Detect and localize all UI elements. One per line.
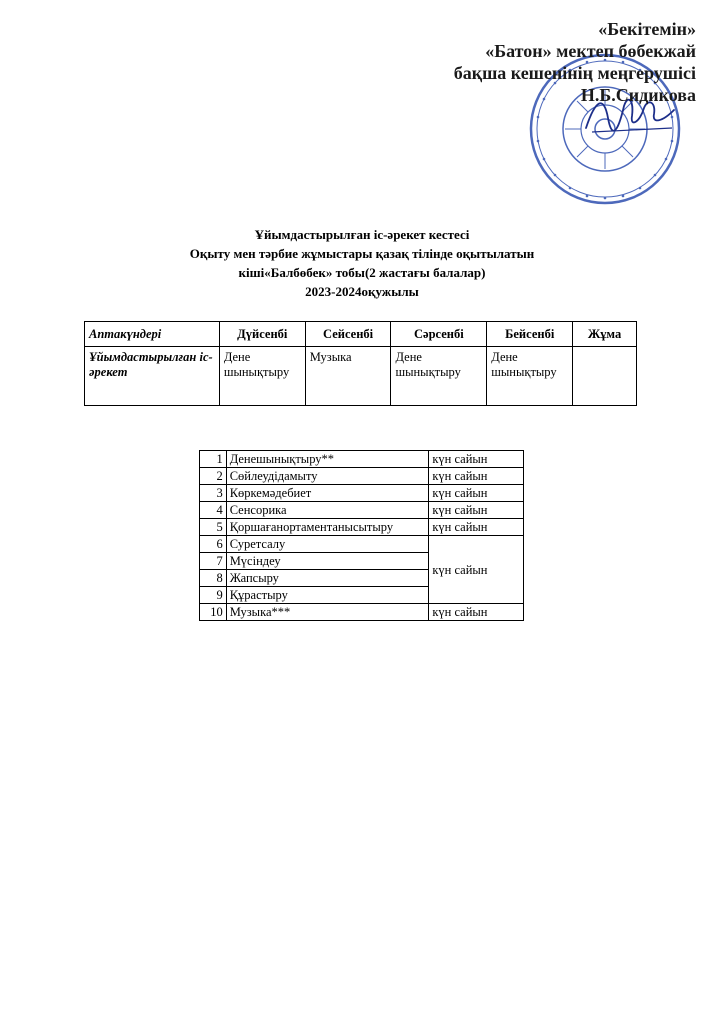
row-number: 9 [200,587,227,604]
activity-name: Қоршағанортаментанысытыру [226,519,429,536]
table-row [200,536,524,553]
table-cell: Дене шынықтыру [219,347,305,406]
table-header-cell: Дүйсенбі [219,322,305,347]
row-number: 7 [200,553,227,570]
table-row [200,485,524,502]
activity-name: Құрастыру [226,587,429,604]
table-row-label: Ұйымдастырылған іс-әрекет [85,347,220,406]
title-line: 2023-2024оқужылы [305,284,419,299]
document-title [0,225,724,301]
table-row [200,468,524,485]
approval-line: бақша кешенінің меңгерушісі [453,63,696,83]
row-number: 6 [200,536,227,553]
row-number: 4 [200,502,227,519]
activity-frequency: күн сайын [429,485,524,502]
activity-frequency: күн сайын [429,536,524,604]
activity-frequency: күн сайын [429,604,524,621]
table-header-cell: Жұма [573,322,637,347]
activity-name: Музыка*** [226,604,429,621]
activity-name: Сенсорика [226,502,429,519]
table-header-cell: Аптакүндері [85,322,220,347]
row-number: 1 [200,451,227,468]
table-row [200,519,524,536]
activity-name: Суретсалу [226,536,429,553]
row-number: 8 [200,570,227,587]
table-cell: Музыка [305,347,391,406]
activity-frequency: күн сайын [429,468,524,485]
activity-name: Денешынықтыру** [226,451,429,468]
approval-line: Н.Б.Сидикова [580,85,696,105]
table-header-cell: Сәрсенбі [391,322,487,347]
table-row [200,502,524,519]
activity-frequency: күн сайын [429,502,524,519]
activity-frequency: күн сайын [429,451,524,468]
title-line: Ұйымдастырылған іс-әрекет кестесі [254,227,470,242]
approval-block [454,18,696,106]
row-number: 2 [200,468,227,485]
title-line: кіші«Балбөбек» тобы(2 жастағы балалар) [238,265,486,280]
activity-name: Сөйлеудідамыту [226,468,429,485]
table-header-cell: Бейсенбі [487,322,573,347]
table-header-cell: Сейсенбі [305,322,391,347]
approval-line: «Бекітемін» [598,19,696,39]
table-row [200,451,524,468]
activity-frequency: күн сайын [429,519,524,536]
table-cell: Дене шынықтыру [487,347,573,406]
activity-name: Жапсыру [226,570,429,587]
activity-name: Мүсіндеу [226,553,429,570]
table-cell [573,347,637,406]
row-number: 5 [200,519,227,536]
title-line: Оқыту мен тәрбие жұмыстары қазақ тілінде оқытылатын [189,246,535,261]
approval-line: «Батон» мектеп бөбекжай [485,41,696,61]
activities-table [199,450,524,621]
row-number: 10 [200,604,227,621]
activity-name: Көркемәдебиет [226,485,429,502]
weekly-schedule-table [84,321,637,406]
row-number: 3 [200,485,227,502]
table-row [200,604,524,621]
table-cell: Дене шынықтыру [391,347,487,406]
